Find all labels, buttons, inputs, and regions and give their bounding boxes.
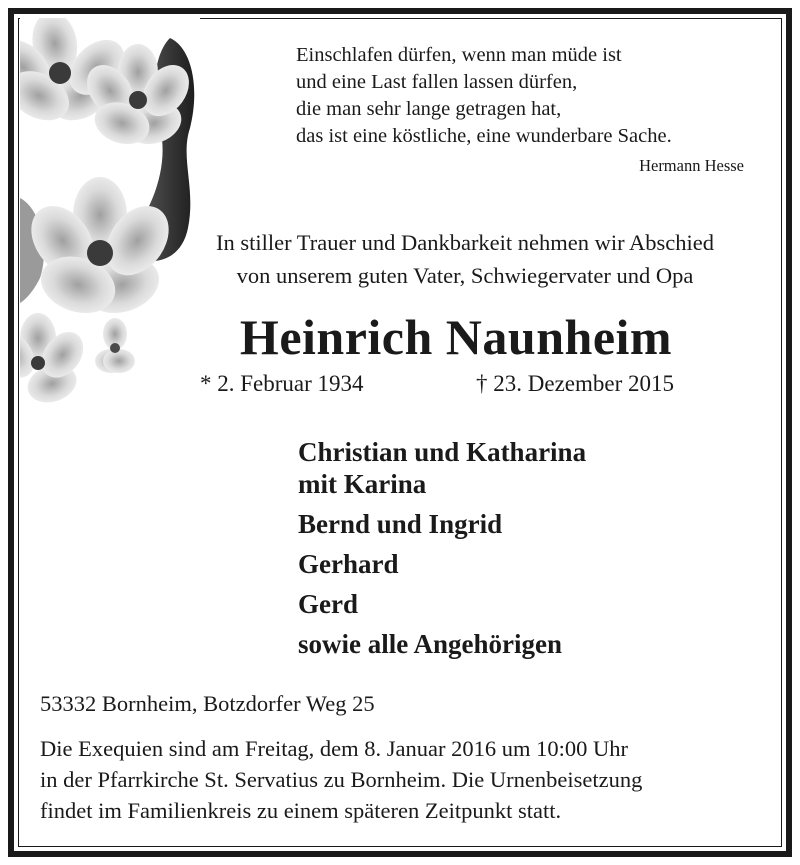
intro-line-2: von unserem guten Vater, Schwiegervater und Opa: [236, 263, 694, 288]
poem-author: Hermann Hesse: [639, 156, 744, 175]
poem-line: das ist eine köstliche, eine wunderbare Sache.: [296, 125, 672, 147]
poem-line: die man sehr lange getragen hat,: [296, 98, 562, 120]
service-line-3: findet im Familienkreis zu einem späteren Zeitpunkt statt.: [40, 798, 562, 823]
mourner-name: mit Karina: [298, 469, 427, 499]
mourner-name: Christian und Katharina: [298, 437, 587, 467]
poem-line: Einschlafen dürfen, wenn man müde ist: [296, 44, 622, 66]
mourning-intro: [150, 226, 780, 292]
poem-line: und eine Last fallen lassen dürfen,: [296, 71, 578, 93]
service-info: [40, 733, 770, 826]
mourners-list: [298, 436, 586, 660]
mourner-name: sowie alle Angehörigen: [298, 629, 562, 659]
birth-date: * 2. Februar 1934: [200, 371, 364, 396]
death-date: † 23. Dezember 2015: [476, 371, 674, 396]
poem-quote: [296, 42, 756, 150]
mourner-name: Gerd: [298, 589, 358, 619]
family-address: 53332 Bornheim, Botzdorfer Weg 25: [40, 691, 375, 716]
mourner-name: Bernd und Ingrid: [298, 509, 503, 539]
intro-line-1: In stiller Trauer und Dankbarkeit nehmen wir Abschied: [215, 230, 715, 255]
mourner-name: Gerhard: [298, 549, 399, 579]
service-line-2: in der Pfarrkirche St. Servatius zu Bornheim. Die Urnenbeisetzung: [40, 767, 643, 792]
service-line-1: Die Exequien sind am Freitag, dem 8. Januar 2016 um 10:00 Uhr: [40, 736, 629, 761]
deceased-name: Heinrich Naunheim: [239, 309, 673, 365]
